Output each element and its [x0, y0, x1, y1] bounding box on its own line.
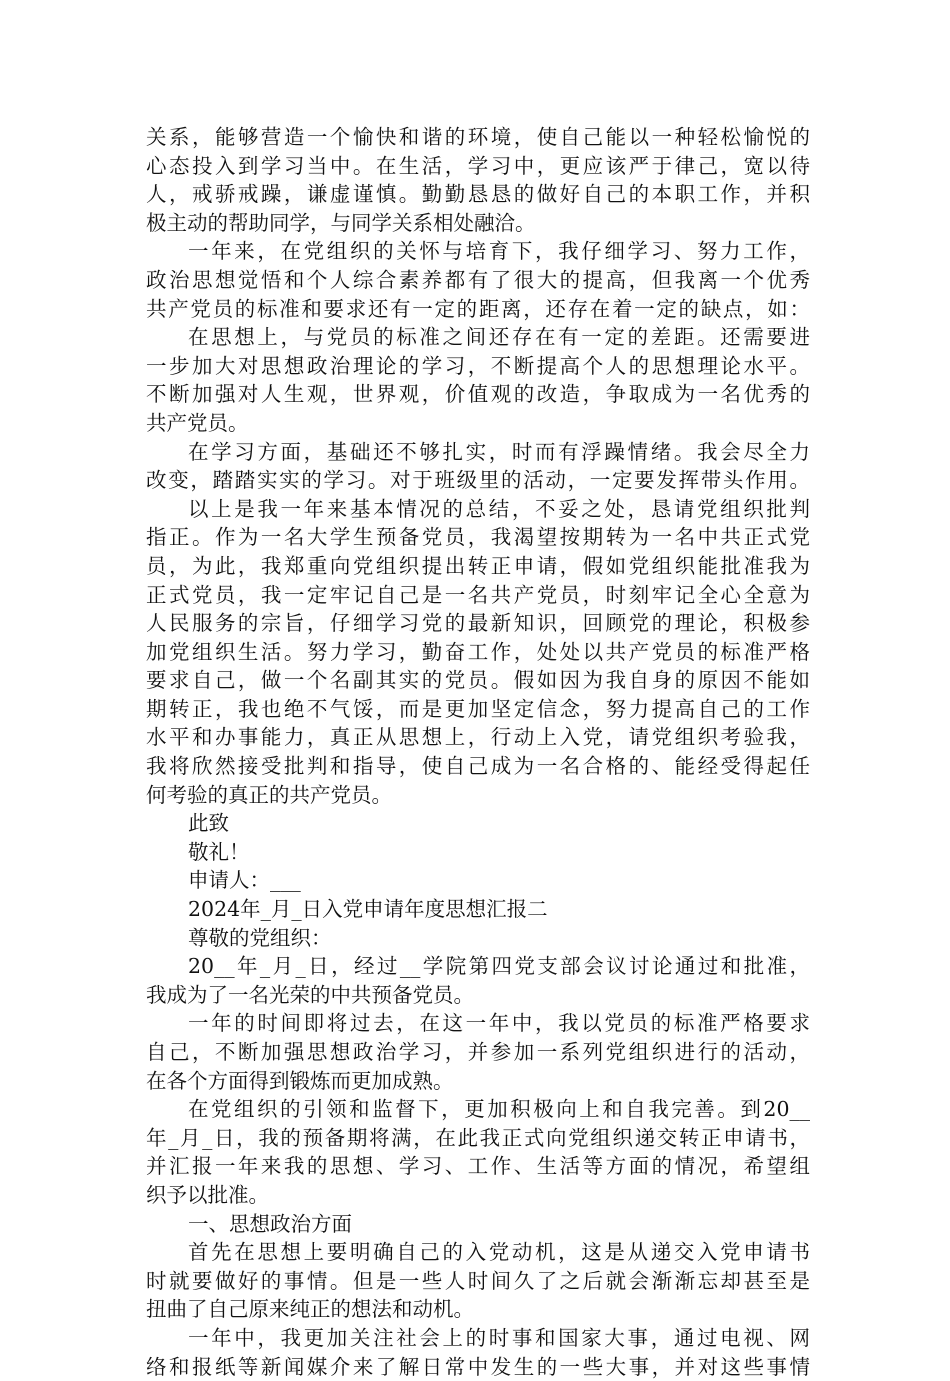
text-line: 不断加强对人生观，世界观，价值观的改造，争取成为一名优秀的: [146, 382, 810, 407]
text-line: 人民服务的宗旨，仔细学习党的最新知识，回顾党的理论，积极参: [146, 611, 810, 636]
text-line: 首先在思想上要明确自己的入党动机，这是从递交入党申请书: [188, 1240, 810, 1265]
text-line: 一步加大对思想政治理论的学习，不断提高个人的思想理论水平。: [146, 353, 810, 378]
text-line: 政治思想觉悟和个人综合素养都有了很大的提高，但我离一个优秀: [146, 267, 810, 292]
text-line: 20__年_月_日，经过__学院第四党支部会议讨论通过和批准，: [188, 954, 810, 979]
text-line: 扭曲了自己原来纯正的想法和动机。: [146, 1297, 474, 1322]
text-line: 要求自己，做一个名副其实的党员。假如因为我自身的原因不能如: [146, 668, 810, 693]
text-line: 络和报纸等新闻媒介来了解日常中发生的一些大事，并对这些事情: [146, 1354, 810, 1379]
text-line: 织予以批准。: [146, 1182, 269, 1207]
document-body: [146, 123, 810, 1381]
text-line: 一、思想政治方面: [188, 1211, 352, 1236]
text-line: 敬礼！: [188, 839, 250, 864]
text-line: 一年中，我更加关注社会上的时事和国家大事，通过电视、网: [188, 1325, 810, 1350]
text-line: 共产党员的标准和要求还有一定的距离，还存在着一定的缺点，如：: [146, 296, 810, 321]
text-line: 共产党员。: [146, 410, 249, 435]
text-line: 我将欣然接受批判和指导，使自己成为一名合格的、能经受得起任: [146, 754, 810, 779]
text-line: 我成为了一名光荣的中共预备党员。: [146, 982, 474, 1007]
text-line: 并汇报一年来我的思想、学习、工作、生活等方面的情况，希望组: [146, 1154, 810, 1179]
text-line: 在各个方面得到锻炼而更加成熟。: [146, 1068, 454, 1093]
text-line: 此致: [188, 811, 229, 836]
text-line: 心态投入到学习当中。在生活，学习中，更应该严于律己，宽以待: [146, 153, 810, 178]
text-line: 指正。作为一名大学生预备党员，我渴望按期转为一名中共正式党: [146, 525, 810, 550]
text-line: 一年的时间即将过去，在这一年中，我以党员的标准严格要求: [188, 1011, 810, 1036]
text-line: 正式党员，我一定牢记自己是一名共产党员，时刻牢记全心全意为: [146, 582, 810, 607]
text-line: 加党组织生活。努力学习，勤奋工作，处处以共产党员的标准严格: [146, 639, 810, 664]
text-line: 年_月_日，我的预备期将满，在此我正式向党组织递交转正申请书，: [146, 1125, 810, 1150]
text-line: 改变，踏踏实实的学习。对于班级里的活动，一定要发挥带头作用。: [146, 468, 810, 493]
text-line: 期转正，我也绝不气馁，而是更加坚定信念，努力提高自己的工作: [146, 696, 810, 721]
text-line: 以上是我一年来基本情况的总结，不妥之处，恳请党组织批判: [188, 496, 810, 521]
text-line: 关系，能够营造一个愉快和谐的环境，使自己能以一种轻松愉悦的: [146, 125, 810, 149]
text-line: 在党组织的引领和监督下，更加积极向上和自我完善。到20__: [188, 1097, 810, 1122]
text-line: 2024年_月_日入党申请年度思想汇报二: [188, 897, 548, 922]
text-line: 员，为此，我郑重向党组织提出转正申请，假如党组织能批准我为: [146, 553, 810, 578]
text-line: 极主动的帮助同学，与同学关系相处融洽。: [146, 210, 536, 235]
text-line: 一年来，在党组织的关怀与培育下，我仔细学习、努力工作，: [188, 239, 810, 264]
text-line: 水平和办事能力，真正从思想上，行动上入党，请党组织考验我，: [146, 725, 810, 750]
text-line: 尊敬的党组织：: [188, 925, 332, 950]
text-line: 自己，不断加强思想政治学习，并参加一系列党组织进行的活动，: [146, 1040, 810, 1064]
text-line: 申请人：___: [188, 868, 301, 893]
text-line: 何考验的真正的共产党员。: [146, 782, 392, 807]
text-line: 在思想上，与党员的标准之间还存在有一定的差距。还需要进: [188, 325, 810, 350]
text-line: 在学习方面，基础还不够扎实，时而有浮躁情绪。我会尽全力: [188, 439, 810, 464]
text-line: 时就要做好的事情。但是一些人时间久了之后就会渐渐忘却甚至是: [146, 1268, 810, 1293]
text-line: 人，戒骄戒躁，谦虚谨慎。勤勤恳恳的做好自己的本职工作，并积: [146, 182, 810, 207]
